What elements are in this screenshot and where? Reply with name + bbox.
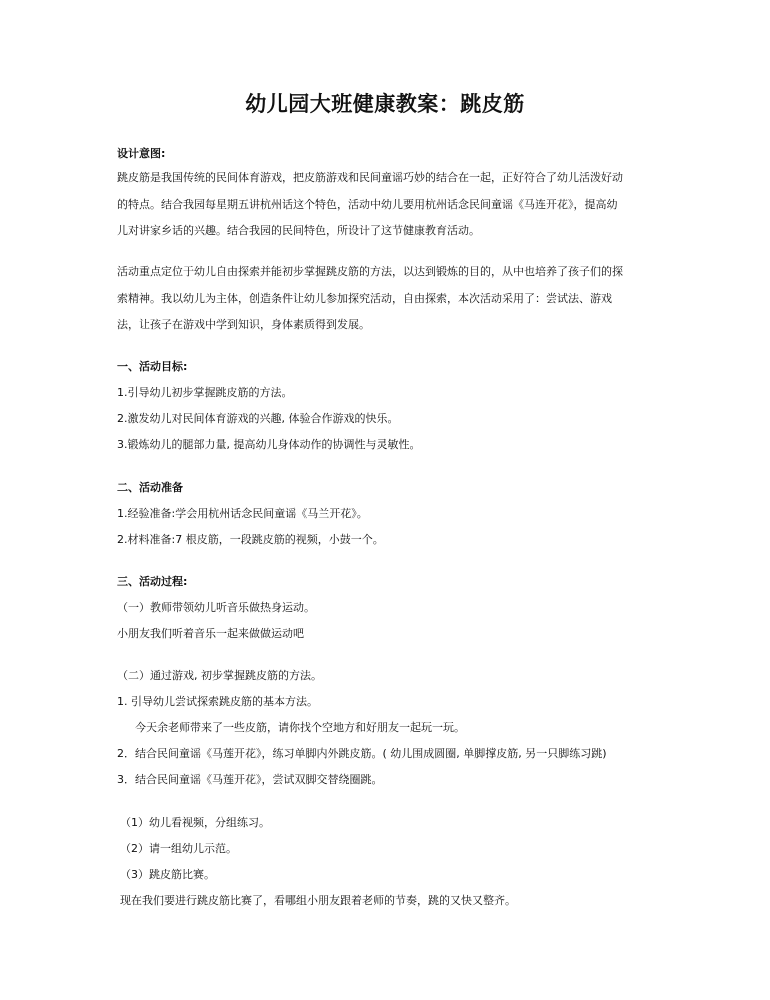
goals-heading: 一、活动目标: <box>117 360 188 373</box>
process-line: （二）通过游戏, 初步掌握跳皮筋的方法。 <box>117 669 322 682</box>
goal-item: 2.激发幼儿对民间体育游戏的兴趣, 体验合作游戏的快乐。 <box>117 412 399 425</box>
design-heading: 设计意图: <box>117 147 166 160</box>
process-line: （2）请一组幼儿示范。 <box>120 842 237 855</box>
process-line: （3）跳皮筋比赛。 <box>120 868 215 881</box>
process-line: 1. 引导幼儿尝试探索跳皮筋的基本方法。 <box>117 695 318 708</box>
intro-p2-line: 法，让孩子在游戏中学到知识，身体素质得到发展。 <box>117 318 370 331</box>
process-line: 2．结合民间童谣《马莲开花》，练习单脚内外跳皮筋。( 幼儿围成圆圈, 单脚撑皮筋, 另一只脚练习跳) <box>117 747 607 760</box>
process-line: （一）教师带领幼儿听音乐做热身运动。 <box>117 601 315 614</box>
prep-item: 2.材料准备:7 根皮筋，一段跳皮筋的视频，小鼓一个。 <box>117 533 384 546</box>
process-line: 现在我们要进行跳皮筋比赛了，看哪组小朋友跟着老师的节奏，跳的又快又整齐。 <box>120 894 516 907</box>
process-line: 小朋友我们听着音乐一起来做做运动吧 <box>117 627 304 640</box>
document-title: 幼儿园大班健康教案：跳皮筋 <box>245 92 525 116</box>
process-line: （1）幼儿看视频，分组练习。 <box>120 816 270 829</box>
goal-item: 3.锻炼幼儿的腿部力量, 提高幼儿身体动作的协调性与灵敏性。 <box>117 438 421 451</box>
goal-item: 1.引导幼儿初步掌握跳皮筋的方法。 <box>117 386 293 399</box>
prep-item: 1.经验准备:学会用杭州话念民间童谣《马兰开花》。 <box>117 507 368 520</box>
intro-p2-line: 索精神。我以幼儿为主体，创造条件让幼儿参加探究活动，自由探索，本次活动采用了：尝试法、游戏 <box>117 292 612 305</box>
process-line: 今天余老师带来了一些皮筋，请你找个空地方和好朋友一起玩一玩。 <box>135 721 465 734</box>
prep-heading: 二、活动准备 <box>117 481 183 494</box>
intro-p1-line: 跳皮筋是我国传统的民间体育游戏，把皮筋游戏和民间童谣巧妙的结合在一起，正好符合了幼儿活泼好动 <box>117 171 623 184</box>
intro-p1-line: 的特点。结合我园每星期五讲杭州话这个特色，活动中幼儿要用杭州话念民间童谣《马连开花》，提高幼 <box>117 198 618 211</box>
process-line: 3．结合民间童谣《马莲开花》，尝试双脚交替绕圈跳。 <box>117 773 383 786</box>
process-heading: 三、活动过程: <box>117 575 188 588</box>
intro-p1-line: 儿对讲家乡话的兴趣。结合我园的民间特色，所设计了这节健康教育活动。 <box>117 224 480 237</box>
intro-p2-line: 活动重点定位于幼儿自由探索并能初步掌握跳皮筋的方法，以达到锻炼的目的，从中也培养了孩子们的探 <box>117 265 623 278</box>
